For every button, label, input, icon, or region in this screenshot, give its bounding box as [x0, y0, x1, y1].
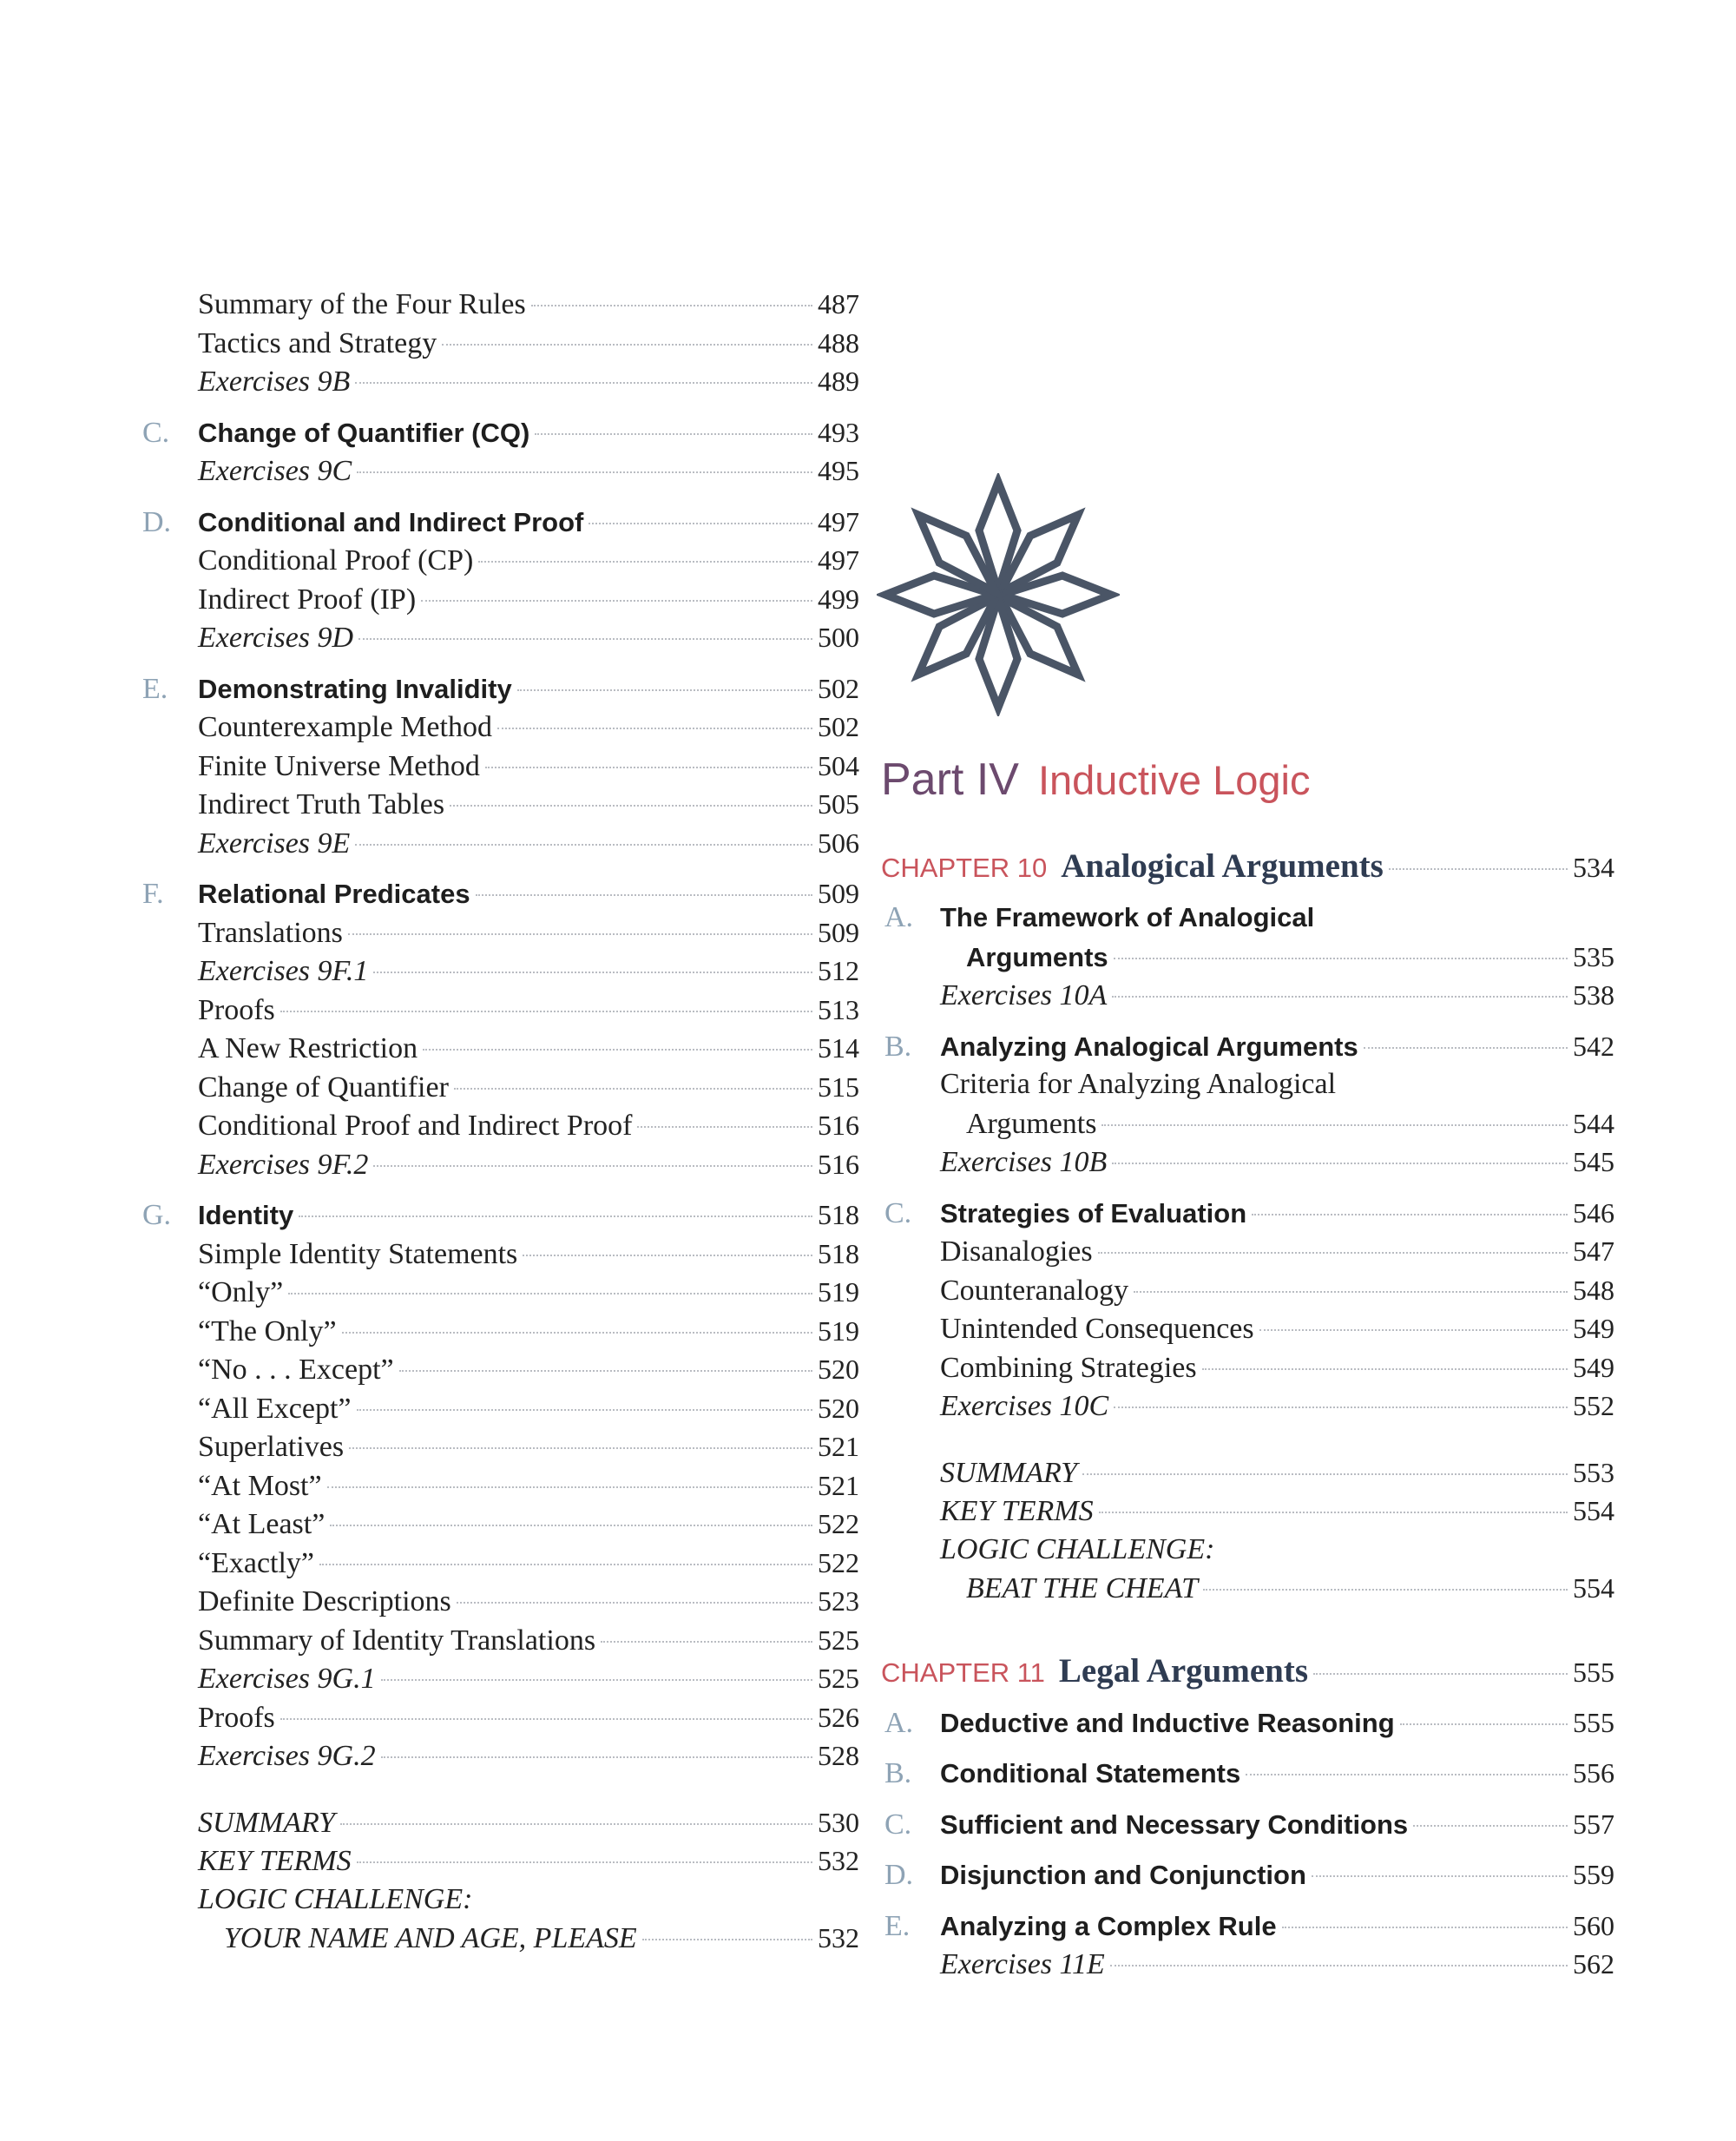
toc-entry[interactable]: Proofs 513: [198, 993, 859, 1026]
toc-entry[interactable]: Tactics and Strategy 488: [198, 326, 859, 359]
toc-entry[interactable]: Exercises 10A 538: [940, 979, 1614, 1011]
toc-entry[interactable]: Counteranalogy 548: [940, 1274, 1614, 1307]
toc-section-heading[interactable]: B. Analyzing Analogical Arguments 542: [884, 1030, 1614, 1063]
chapter-title: Analogical Arguments: [1061, 847, 1384, 885]
toc-entry[interactable]: Summary of the Four Rules 487: [198, 288, 859, 320]
dot-leader: [523, 1255, 812, 1256]
toc-logic-challenge[interactable]: LOGIC CHALLENGE:: [940, 1532, 1215, 1565]
toc-section-c: [881, 1194, 1614, 1426]
toc-entry[interactable]: Criteria for Analyzing Analogical: [940, 1068, 1337, 1100]
toc-summary[interactable]: SUMMARY 553: [940, 1456, 1614, 1489]
dot-leader: [1389, 868, 1568, 870]
dot-leader: [399, 1370, 812, 1372]
dot-leader: [1312, 1875, 1568, 1877]
dot-leader: [421, 600, 812, 602]
toc-entry[interactable]: “All Except” 520: [198, 1392, 859, 1425]
dot-leader: [442, 344, 812, 346]
toc-section-heading[interactable]: D. Disjunction and Conjunction 559: [884, 1859, 1614, 1891]
toc-section-a: [881, 899, 1614, 1015]
toc-entry[interactable]: Change of Quantifier 515: [198, 1070, 859, 1103]
toc-section-a: [881, 1703, 1614, 1742]
toc-section-heading[interactable]: E. Demonstrating Invalidity 502: [142, 672, 859, 705]
toc-entry[interactable]: Exercises 9C 495: [198, 455, 859, 487]
dot-leader: [1082, 1473, 1568, 1475]
toc-entry[interactable]: Finite Universe Method 504: [198, 749, 859, 782]
dot-leader: [1400, 1723, 1568, 1725]
dot-leader: [1101, 1124, 1568, 1126]
dot-leader: [450, 805, 812, 807]
toc-entry[interactable]: Summary of Identity Translations 525: [198, 1624, 859, 1657]
dot-leader: [637, 1126, 812, 1128]
dot-leader: [280, 1011, 812, 1012]
toc-logic-challenge-title[interactable]: BEAT THE CHEAT 554: [966, 1572, 1614, 1604]
dot-leader: [1202, 1368, 1568, 1370]
toc-section-b-tail: [139, 285, 859, 401]
toc-entry[interactable]: “Exactly” 522: [198, 1546, 859, 1579]
dot-leader: [531, 305, 812, 306]
dot-leader: [349, 1447, 812, 1449]
toc-chapter-end: [139, 1803, 859, 1958]
dot-leader: [1246, 1774, 1568, 1775]
dot-leader: [327, 1486, 812, 1488]
dot-leader: [1112, 1163, 1568, 1164]
dot-leader: [357, 471, 812, 473]
toc-entry[interactable]: “The Only” 519: [198, 1314, 859, 1347]
toc-section-d: [139, 503, 859, 657]
toc-section-e: [139, 669, 859, 863]
part-title: Inductive Logic: [1037, 757, 1311, 803]
dot-leader: [476, 894, 812, 896]
dot-leader: [1364, 1047, 1568, 1049]
toc-entry[interactable]: Exercises 9B 489: [198, 366, 859, 398]
dot-leader: [288, 1293, 812, 1294]
dot-leader: [497, 728, 812, 729]
toc-entry[interactable]: Conditional Proof (CP) 497: [198, 544, 859, 576]
toc-section-d: [881, 1855, 1614, 1894]
toc-section-heading[interactable]: E. Analyzing a Complex Rule 560: [884, 1909, 1614, 1942]
chapter-heading[interactable]: CHAPTER 11 Legal Arguments 555: [881, 1651, 1614, 1690]
dot-leader: [589, 523, 812, 524]
dot-leader: [517, 689, 812, 691]
toc-section-heading[interactable]: G. Identity 518: [142, 1199, 859, 1231]
toc-entry[interactable]: Unintended Consequences 549: [940, 1313, 1614, 1345]
toc-entry[interactable]: Indirect Truth Tables 505: [198, 788, 859, 820]
dot-leader: [1413, 1825, 1568, 1827]
dot-leader: [601, 1641, 812, 1643]
toc-entry[interactable]: Combining Strategies 549: [940, 1351, 1614, 1384]
dot-leader: [423, 1049, 812, 1051]
toc-section-heading-cont[interactable]: Arguments 535: [966, 940, 1614, 972]
toc-entry[interactable]: Exercises 9E 506: [198, 827, 859, 860]
toc-logic-challenge-title[interactable]: YOUR NAME AND AGE, PLEASE 532: [224, 1922, 859, 1954]
dot-leader: [1114, 1406, 1568, 1408]
dot-leader: [373, 972, 812, 973]
toc-right-column: [881, 847, 1614, 1996]
toc-section-c: [139, 413, 859, 491]
chapter-label: CHAPTER 11: [881, 1657, 1045, 1688]
toc-summary[interactable]: SUMMARY 530: [198, 1806, 859, 1839]
toc-section-heading[interactable]: C. Change of Quantifier (CQ) 493: [142, 416, 859, 449]
toc-entry[interactable]: “Only” 519: [198, 1276, 859, 1308]
toc-entry[interactable]: Counterexample Method 502: [198, 711, 859, 743]
toc-entry[interactable]: Translations 509: [198, 916, 859, 949]
dot-leader: [381, 1679, 812, 1681]
dot-leader: [478, 561, 812, 563]
toc-entry[interactable]: Disanalogies 547: [940, 1235, 1614, 1268]
dot-leader: [1313, 1673, 1568, 1675]
toc-logic-challenge[interactable]: LOGIC CHALLENGE:: [198, 1882, 473, 1915]
dot-leader: [357, 1861, 812, 1863]
dot-leader: [330, 1525, 812, 1526]
dot-leader: [535, 433, 812, 435]
toc-entry[interactable]: Exercises 9F.2 516: [198, 1148, 859, 1181]
toc-left-column: [139, 285, 859, 1970]
toc-entry[interactable]: Proofs 526: [198, 1701, 859, 1734]
dot-leader: [1110, 1965, 1568, 1966]
toc-entry[interactable]: Exercises 11E 562: [940, 1948, 1614, 1980]
toc-section-heading[interactable]: C. Sufficient and Necessary Conditions 557: [884, 1808, 1614, 1841]
dot-leader: [357, 1409, 812, 1411]
dot-leader: [381, 1756, 812, 1758]
toc-entry[interactable]: Definite Descriptions 523: [198, 1585, 859, 1617]
dot-leader: [1114, 958, 1568, 959]
dot-leader: [319, 1564, 812, 1565]
toc-section-b: [881, 1754, 1614, 1793]
toc-entry[interactable]: “At Least” 522: [198, 1508, 859, 1540]
toc-entry[interactable]: “At Most” 521: [198, 1469, 859, 1502]
dot-leader: [340, 1823, 812, 1825]
toc-section-heading[interactable]: B. Conditional Statements 556: [884, 1757, 1614, 1789]
toc-chapter-end: [881, 1453, 1614, 1608]
chapter-title: Legal Arguments: [1058, 1651, 1308, 1690]
toc-section-heading[interactable]: C. Strategies of Evaluation 546: [884, 1196, 1614, 1229]
dot-leader: [348, 933, 812, 935]
toc-entry[interactable]: Exercises 9G.1 525: [198, 1663, 859, 1695]
dot-leader: [1134, 1291, 1568, 1293]
dot-leader: [355, 382, 812, 384]
toc-entry[interactable]: Exercises 9G.2 528: [198, 1740, 859, 1772]
toc-section-heading[interactable]: A. Deductive and Inductive Reasoning 555: [884, 1706, 1614, 1739]
toc-section-heading[interactable]: D. Conditional and Indirect Proof 497: [142, 505, 859, 538]
toc-entry[interactable]: Simple Identity Statements 518: [198, 1237, 859, 1270]
chapter-label: CHAPTER 10: [881, 853, 1048, 883]
toc-entry[interactable]: Exercises 10C 552: [940, 1390, 1614, 1422]
toc-entry[interactable]: Exercises 10B 545: [940, 1146, 1614, 1178]
toc-section-heading[interactable]: F. Relational Predicates 509: [142, 878, 859, 910]
dot-leader: [355, 844, 812, 846]
toc-section-heading[interactable]: A. The Framework of Analogical: [884, 901, 1315, 933]
dot-leader: [342, 1332, 812, 1334]
dot-leader: [299, 1215, 812, 1217]
toc-section-g: [139, 1196, 859, 1775]
dot-leader: [454, 1088, 812, 1090]
toc-key-terms[interactable]: KEY TERMS 554: [940, 1495, 1614, 1527]
dot-leader: [642, 1939, 812, 1940]
dot-leader: [1252, 1214, 1568, 1215]
part-label: Part IV: [881, 754, 1019, 805]
dot-leader: [1203, 1589, 1568, 1591]
dot-leader: [485, 767, 812, 768]
toc-section-b: [881, 1027, 1614, 1182]
part-heading: [881, 754, 1311, 806]
dot-leader: [457, 1602, 812, 1604]
toc-entry-cont[interactable]: Arguments 544: [966, 1107, 1614, 1140]
eight-petal-star-icon: [877, 473, 1120, 716]
toc-section-f: [139, 874, 859, 1183]
toc-key-terms[interactable]: KEY TERMS 532: [198, 1845, 859, 1877]
toc-entry[interactable]: Indirect Proof (IP) 499: [198, 583, 859, 616]
dot-leader: [358, 638, 812, 640]
toc-entry[interactable]: Exercises 9D 500: [198, 622, 859, 654]
dot-leader: [1112, 996, 1568, 998]
dot-leader: [373, 1165, 812, 1167]
toc-entry[interactable]: Superlatives 521: [198, 1431, 859, 1463]
dot-leader: [1099, 1512, 1568, 1513]
toc-entry[interactable]: “No . . . Except” 520: [198, 1354, 859, 1386]
toc-entry[interactable]: A New Restriction 514: [198, 1032, 859, 1064]
toc-entry[interactable]: Exercises 9F.1 512: [198, 955, 859, 987]
dot-leader: [1098, 1252, 1568, 1254]
toc-section-c: [881, 1805, 1614, 1844]
dot-leader: [280, 1718, 812, 1720]
toc-section-e: [881, 1907, 1614, 1984]
dot-leader: [1259, 1329, 1568, 1331]
toc-entry[interactable]: Conditional Proof and Indirect Proof 516: [198, 1110, 859, 1142]
chapter-heading[interactable]: CHAPTER 10 Analogical Arguments 534: [881, 847, 1614, 885]
dot-leader: [1282, 1927, 1568, 1928]
